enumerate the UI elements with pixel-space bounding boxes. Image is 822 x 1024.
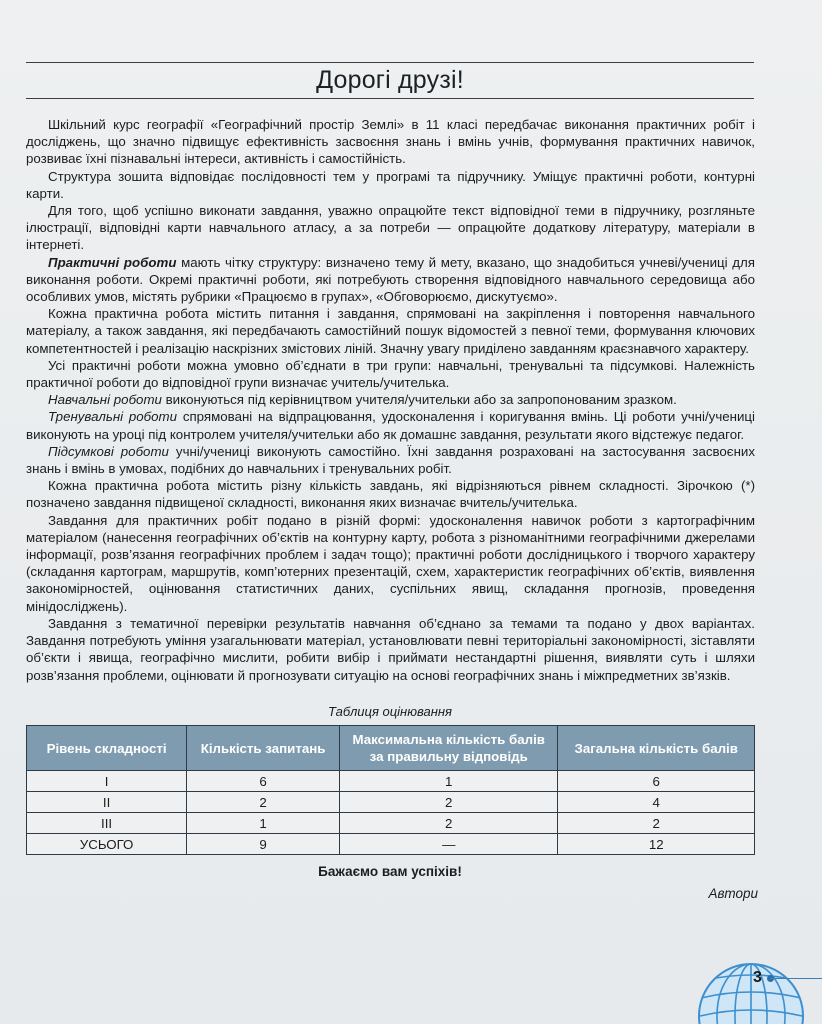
- table-caption: Таблиця оцінювання: [328, 704, 452, 719]
- paragraph: Шкільний курс географії «Географічний простір Землі» в 11 класі передбачає виконання практичних робіт і досліджень, що значно підвищує ефективність засвоєння знань і вмінь учнів, формування практичних навичок, розвиває їхні пізнавальні інтереси, активність і самостійність.: [26, 117, 755, 167]
- paragraph-text: мають чітку структуру: визначено тему й мету, вказано, що знадобиться учневі/учениці для виконання роботи. Окремі практичні роботи, які потребують створення відповідного навчального середовища або особливих умов, містять рубрики «Працюємо в групах», «Обговорюємо, дискутуємо».: [26, 254, 755, 305]
- globe-icon: [696, 958, 806, 1024]
- paragraph: [26, 254, 755, 306]
- table-cell: I: [27, 771, 187, 792]
- header-question-count: Кількість запитань: [187, 726, 340, 771]
- paragraph: [26, 408, 755, 442]
- table-cell: —: [340, 834, 558, 855]
- table-cell: 4: [558, 792, 755, 813]
- table-cell: 6: [187, 771, 340, 792]
- header-difficulty-level: Рівень складності: [27, 726, 187, 771]
- paragraph-text: виконуються під керівництвом учителя/учительки або за запропонованим зразком.: [161, 392, 677, 408]
- paragraph: Кожна практична робота містить питання і завдання, спрямовані на закріплення і повторення навчального матеріалу, а також завдання, які передбачають самостійний пошук відомостей з певної теми, формування ключових компетентностей і реалізацію наскрізних змістових ліній. Значну увагу приділено завданням краєзнавчого характеру.: [26, 306, 755, 356]
- closing-wish: Бажаємо вам успіхів!: [318, 864, 462, 879]
- table-cell: 1: [187, 813, 340, 834]
- paragraph: Для того, щоб успішно виконати завдання, уважно опрацюйте текст відповідної теми в підручнику, розгляньте ілюстрації, відповідні карти навчального атласу, а за потреби — опрацюйте додаткову літературу, матеріали в інтернеті.: [26, 203, 755, 253]
- page-number-line: [770, 978, 822, 979]
- table-row: [27, 792, 755, 813]
- table-cell: III: [27, 813, 187, 834]
- title-rule-bottom: [26, 98, 754, 99]
- page-number: 3: [753, 969, 762, 986]
- paragraph: Усі практичні роботи можна умовно об’єднати в три групи: навчальні, тренувальні та підсумкові. Належність практичної роботи до відповідної групи визначає учитель/учителька.: [26, 357, 755, 391]
- header-max-points: Максимальна кількість балів за правильну відповідь: [340, 726, 558, 771]
- paragraph-text: учні/учениці виконують самостійно. Їхні завдання розраховані на застосування засвоєних знань і вмінь в умовах, подібних до навчальних і тренувальних робіт.: [26, 443, 756, 477]
- paragraph: Кожна практична робота містить різну кількість завдань, які відрізняються рівнем складності. Зірочкою (*) позначено завдання підвищеної складності, виконання яких визначає вчитель/учителька.: [26, 478, 755, 511]
- table-cell: УСЬОГО: [27, 834, 187, 855]
- table-cell: 12: [558, 834, 755, 855]
- paragraph: Завдання для практичних робіт подано в різній формі: удосконалення навичок роботи з картографічним матеріалом (нанесення географічних об’єктів на контурну карту, робота з різноманітними географічними джерелами інформації, розв’язання географічних проблем і задач тощо); практичні роботи дослідницького і творчого характеру (складання картограм, маршрутів, комп’ютерних презентацій, схем, характеристик географічних об’єктів, виявлення закономірностей, оцінювання статистичних даних, суспільних явищ, складання прогнозів, проведення мінідосліджень).: [26, 512, 755, 614]
- term-training-works: Тренувальні роботи: [48, 409, 178, 425]
- paragraph-text: спрямовані на відпрацювання, удосконалення і коригування вмінь. Ці роботи учні/учениці виконують на уроці під контролем учителя/учительки або як домашнє завдання, результати якого відстежує педагог.: [26, 409, 755, 442]
- table-cell: 2: [340, 813, 558, 834]
- table-cell: 2: [340, 792, 558, 813]
- header-total-points: Загальна кількість балів: [558, 726, 755, 771]
- term-educational-works: Навчальні роботи: [48, 392, 162, 408]
- table-cell: 2: [187, 792, 340, 813]
- table-row: [27, 813, 755, 834]
- table-cell: II: [27, 792, 187, 813]
- authors-signature: Автори: [708, 886, 758, 901]
- term-final-works: Підсумкові роботи: [48, 443, 169, 459]
- title-rule-top: [26, 62, 754, 63]
- paragraph: [26, 391, 755, 408]
- paragraph: [26, 443, 755, 477]
- intro-text: [26, 116, 755, 684]
- table-cell: 1: [340, 771, 558, 792]
- table-cell: 2: [558, 813, 755, 834]
- table-row: [27, 771, 755, 792]
- paragraph: Структура зошита відповідає послідовності тем у програмі та підручнику. Уміщує практичні роботи, контурні карти.: [26, 168, 755, 201]
- table-cell: 6: [558, 771, 755, 792]
- page-title: Дорогі друзі!: [316, 66, 464, 94]
- table-header-row: [27, 726, 755, 771]
- grading-table: [26, 725, 755, 855]
- paragraph: Завдання з тематичної перевірки результатів навчання об’єднано за темами та подано у двох варіантах. Завдання потребують уміння узагальнювати матеріал, установлювати певні територіальні закономірності, зіставляти об’єкти і явища, географічно мислити, робити вибір і приймати нестандартні рішення, виявляти суть і шляхи розв’язання проблеми, оцінювати й прогнозувати ситуацію на основі географічних знань і міжпредметних зв’язків.: [26, 615, 755, 683]
- table-cell: 9: [187, 834, 340, 855]
- term-practical-works: Практичні роботи: [48, 254, 177, 270]
- table-row-total: [27, 834, 755, 855]
